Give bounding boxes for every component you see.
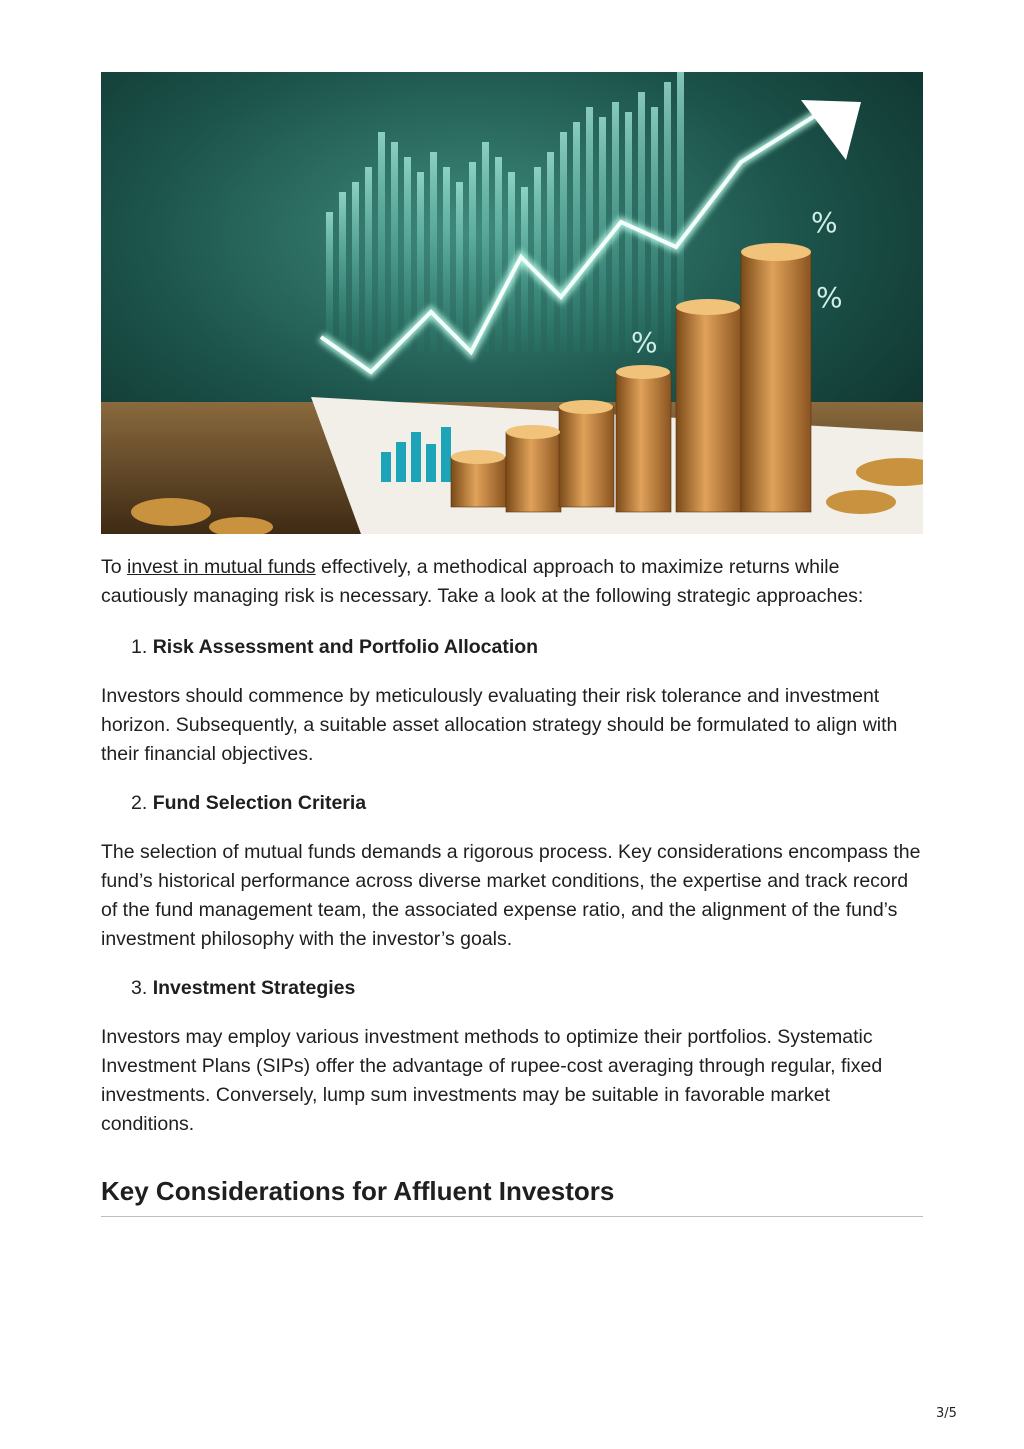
step-body-3: Investors may employ various investment methods to optimize their portfolios. Systematic Investment Plans (SIPs) offer the advantage of rupee-cost averaging through regular, fixed investments. Conversely, lump sum investments may be suitable in favorable market conditions. [101, 1026, 883, 1135]
step-number: 1. [131, 636, 148, 658]
investment-growth-illustration-icon [101, 72, 923, 534]
step-title: Investment Strategies [152, 977, 356, 999]
step-number: 3. [131, 977, 148, 999]
intro-text-after: effectively, a methodical approach to maximize returns while cautiously managing risk is necessary. Take a look at the following strategic approaches: [101, 556, 864, 607]
section-title: Key Considerations for Affluent Investors [101, 1174, 923, 1217]
step-heading-1 [101, 633, 923, 662]
hero-image [101, 72, 923, 534]
step-body-1: Investors should commence by meticulously evaluating their risk tolerance and investment horizon. Subsequently, a suitable asset allocation strategy should be formulated to align with their financial objectives. [101, 685, 898, 765]
step-body-2: The selection of mutual funds demands a rigorous process. Key considerations encompass the fund’s historical performance across diverse market conditions, the expertise and track record of the fund management team, the associated expense ratio, and the alignment of the fund’s investment philosophy with the investor’s goals. [101, 841, 921, 950]
svg-text:%: % [816, 281, 843, 314]
page-number: 3/5 [936, 1406, 957, 1421]
step-title: Risk Assessment and Portfolio Allocation [152, 636, 539, 658]
intro-text-before: To [101, 556, 128, 578]
step-number: 2. [131, 792, 148, 814]
invest-in-mutual-funds-link[interactable]: invest in mutual funds [127, 556, 316, 578]
step-heading-2 [101, 789, 923, 818]
intro-paragraph [101, 553, 923, 611]
step-heading-3 [101, 974, 923, 1003]
svg-text:%: % [811, 206, 838, 239]
svg-text:%: % [631, 326, 658, 359]
article-body [101, 553, 923, 1217]
step-title: Fund Selection Criteria [152, 792, 367, 814]
